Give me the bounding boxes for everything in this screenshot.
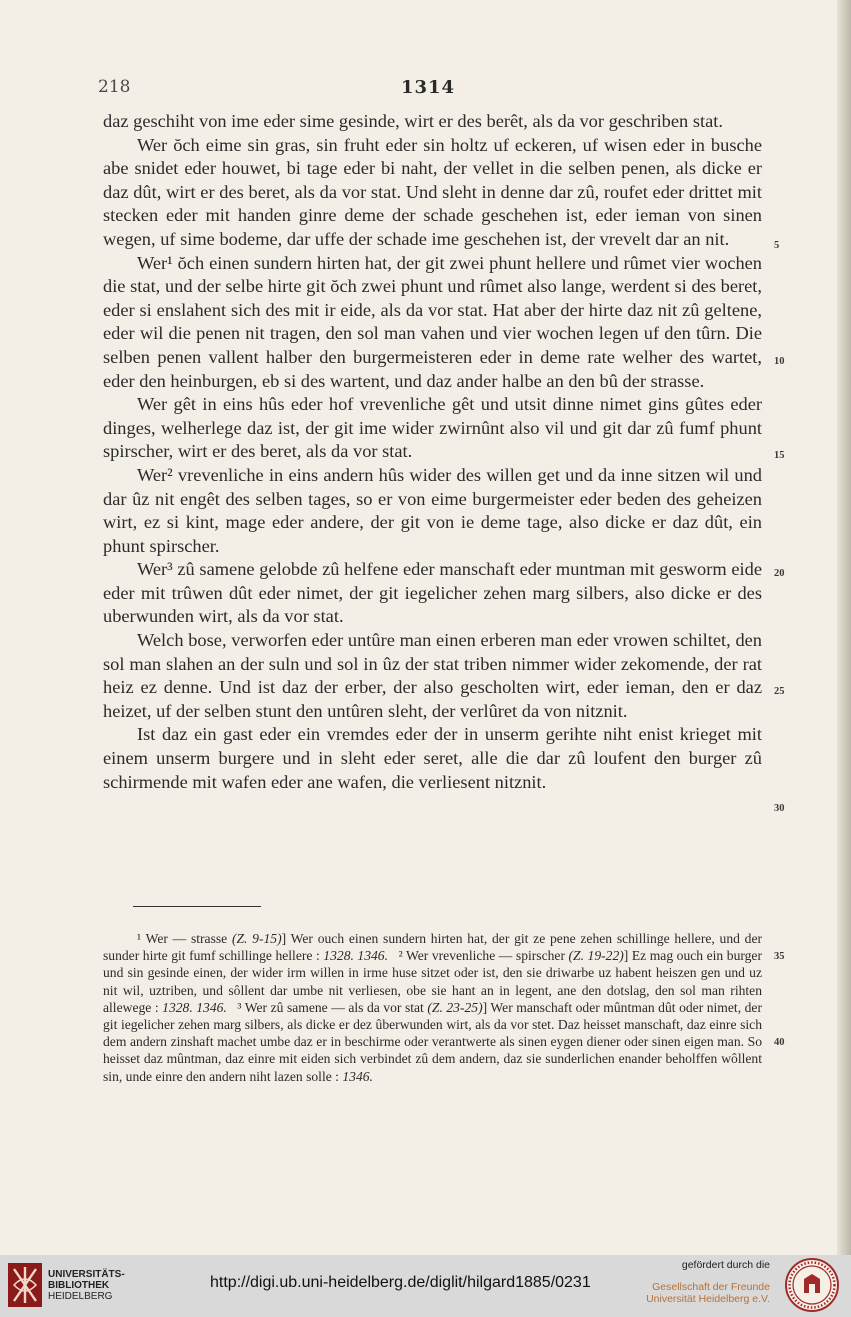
sponsor-name: Gesellschaft der Freunde [652,1281,770,1293]
footnote-dates: 1346. [342,1068,373,1084]
page-header [98,77,758,99]
line-number: 25 [774,686,785,697]
page-number: 218 [98,77,131,97]
sponsor-name: Universität Heidelberg e.V. [646,1293,770,1305]
line-number: 40 [774,1037,785,1048]
footnote-reference: (Z. 19-22) [568,948,624,964]
library-logo-icon[interactable] [8,1263,42,1307]
line-number: 35 [774,951,785,962]
paragraph: Wer ŏch eime sin gras, sin fruht eder sin holtz uf eckeren, uf wisen eder in busche abe snidet eder houwet, bi tage eder bi naht, der vellet in die selben penen, als dicke er daz dût, wirt er des beret, als da vor stat. Und sleht in denne dar zû, roufet eder drittet mit stecken eder mit handen ginre deme der schade geschehen ist, eder ieman von sinen wegen, uf sime bodeme, dar uffe der schade ime geschehen ist, der vrevelt dar an nit. [103,134,762,249]
paragraph: Welch bose, verworfen eder untûre man einen erberen man eder vrowen schiltet, den sol man slahen an der suln und sol in ûz der stat triben nimmer wider zekomende, der rat heiz ez denne. Und ist daz der erber, der also gescholten wirt, eder ieman, den er daz heizet, uf der selben stunt den untûren sleht, der verlûret da von nitznit. [103,630,762,721]
paragraph: Wer³ zû samene gelobde zû helfene eder manschaft eder muntman mit gesworm eide eder mit trûwen dût eder nimet, der git iegelicher zehen marg silbers, also dicke er des uberwunden wirt, als da vor stat. [103,559,762,627]
line-number: 5 [774,240,780,251]
library-name-line: UNIVERSITÄTS- [48,1269,125,1280]
paragraph: Ist daz ein gast eder ein vremdes eder der in unserm gerihte niht enist krieget mit einem unserm burgere und in sleht eder seret, alle die dar zû loufent den burger zû schirmende mit wafen eder ane wafen, die verliesent nitznit. [103,724,762,792]
main-text [103,110,762,794]
line-number: 10 [774,356,785,367]
paragraph: daz geschiht von ime eder sime gesinde, wirt er des berêt, als da vor geschriben stat. [103,111,723,131]
sponsor-label: gefördert durch die [681,1259,770,1271]
footnote-lemma: Wer — strasse [145,931,228,946]
permalink-url[interactable]: http://digi.ub.uni-heidelberg.de/diglit/hilgard1885/0231 [210,1274,591,1291]
footnote-block: ¹ Wer — strasse (Z. 9-15)] Wer ouch einen sundern hirten hat, der git ze pene zehen schillinge hellere, und der sunder hirte git fumf schillinge hellere : 1328. 1346. ² Wer vrevenliche — spirscher (Z. 19-22)] Ez mag ouch ein burger und sin gesinde einen, der wider irm willen in irme huse sitzet oder ist, den sie driwarbe uz habent heiszen gen und uz nit wil, uztriben, und sôllent dar umbe nit verliesen, obe sie hant an in legent, ane den dotslag, den sol man rihten allewege : 1328. 1346. ³ Wer zû samene — als da vor stat (Z. 23-25)] Wer manschaft oder mûntman dût oder nimet, der git iegelicher zehen marg silbers, als dicke er dez ûberwunden wirt, als da vor stet. Daz heisset manschaft, daz einre sich dem andern zinshaft machet umbe daz er in beschirme oder verantwerte als sinen eygen diener oder sinen eigen man. So heisset daz mûntman, daz einre mit eiden sich verbindet zû dem andern, daz sie sunderlichen enander beholffen wôllent sin, unde einre den andern niht lazen solle : 1346. [103,931,763,1084]
footnote-rule [133,906,261,907]
footnote-text: Ez mag ouch ein burger und sin gesinde einen, der wider irm willen in irme huse sitzet oder ist, den sie driwarbe uz habent heiszen gen und uz nit wil, uztriben, und sôllent dar umbe nit verliesen, obe sie hant an in legent, ane den dotslag, den sol man rihten allewege : [103,948,762,1015]
footnote-dates: 1328. 1346. [323,948,389,964]
footnote-reference: (Z. 23-25) [427,999,483,1015]
line-number: 20 [774,568,785,579]
sponsor-block[interactable] [640,1259,770,1305]
footnote-text: Wer ouch einen sundern hirten hat, der git ze pene zehen schillinge hellere, und der sunder hirte git fumf schillinge hellere : [103,931,763,964]
paragraph: Wer¹ ŏch einen sundern hirten hat, der git zwei phunt hellere und rûmet vier wochen die stat, und der selbe hirte git ŏch zwei phunt und rûmet also lange, werdent si des beret, eder si enslahent sich des mit ir eide, als da vor stat. Hat aber der hirte daz nit zû geltene, eder wil die penen nit tragen, den sol man vahen und vier wochen legen uf den tûrn. Die selben penen vallent halber den burgermeisteren eder in deme rate welher des wartet, eder den heinburgen, eb si des wartent, und daz ander halbe an den bû der strasse. [103,252,762,391]
footnote-marker: ³ [237,999,242,1015]
footnote-lemma: Wer vrevenliche — spirscher [406,948,565,964]
library-name-line: HEIDELBERG [48,1291,113,1302]
line-number: 30 [774,803,785,814]
footnote-lemma: Wer zû samene — als da vor stat [244,999,424,1015]
footnote-dates: 1328. 1346. [162,999,227,1015]
library-name[interactable] [48,1269,125,1302]
university-seal-icon[interactable] [784,1257,840,1313]
footnote-reference: (Z. 9-15) [231,931,282,946]
folio-number: 1314 [400,77,456,98]
viewer-footer [0,1255,851,1315]
footnote-marker: ² [398,948,403,964]
line-number: 15 [774,450,785,461]
library-name-line: BIBLIOTHEK [48,1280,110,1291]
page-edge [837,0,851,1255]
paragraph: Wer² vrevenliche in eins andern hûs wider des willen get und da inne sitzen wil und dar ûz nit engêt des selben tages, so er von eime burgermeister eder beden des geheizen wirt, ez si kint, mage eder andere, der git von ie deme tage, also dicke er daz dût, ein phunt spirscher. [103,464,762,556]
footnote-marker: ¹ [137,931,142,946]
footnotes [103,930,762,1085]
footnote-text: Wer manschaft oder mûntman dût oder nimet, der git iegelicher zehen marg silbers, als dicke er dez ûberwunden wirt, als da vor stet. Daz heisset manschaft, daz einre sich dem andern zinshaft machet umbe daz er in beschirme oder verantwerte als sinen eygen diener oder sinen eigen man. So heisset daz mûntman, daz einre mit eiden sich verbindet zû dem andern, daz sie sunderlichen enander beholffen wôllent sin, unde einre den andern niht lazen solle : [103,999,762,1084]
paragraph: Wer gêt in eins hûs eder hof vrevenliche gêt und utsit dinne nimet gins gûtes eder dinges, welherlege daz ist, der git ime wider zwirnûnt also vil und git dar zû fumf phunt spirscher, wirt er des beret, als da vor stat. [103,394,762,462]
